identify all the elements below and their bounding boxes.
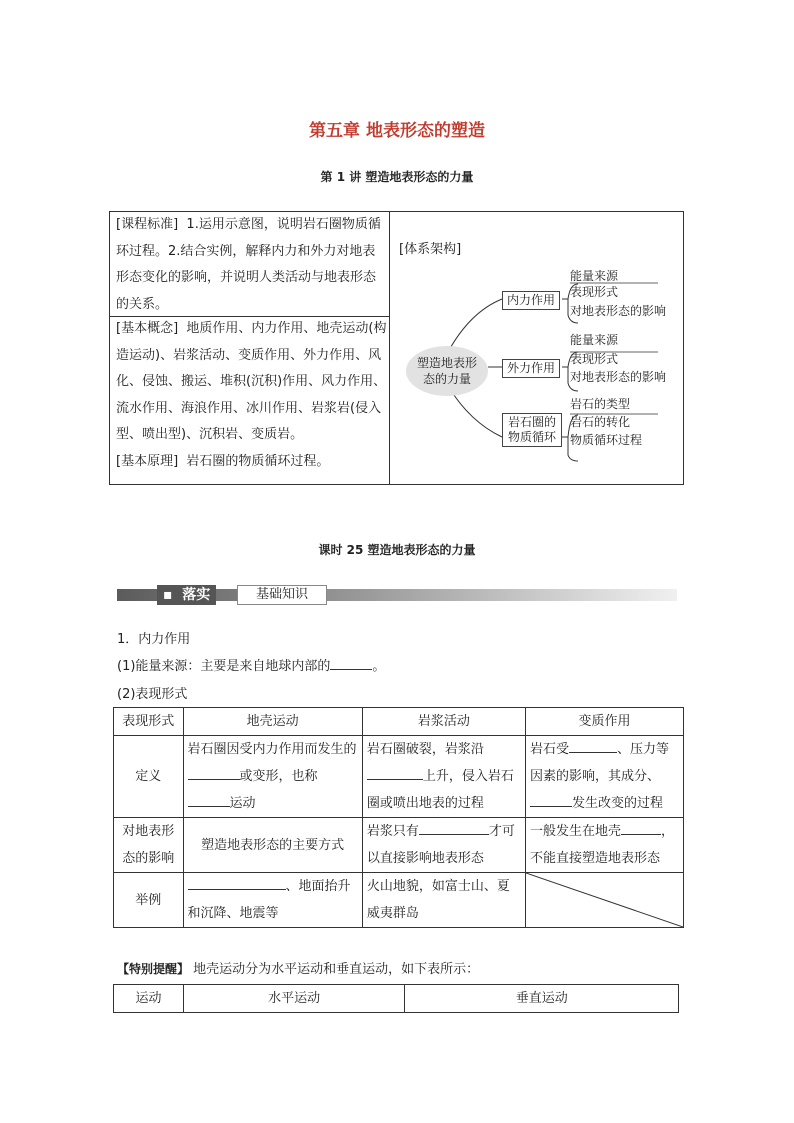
cell-text: 岩石受 [529,742,569,757]
special-note-label: 【特别提醒】 [117,962,190,976]
diagonal-line [526,873,683,927]
cell-text: 岩石圈破裂，岩浆沿 [366,742,484,757]
table-header: 地壳运动 [183,708,362,736]
mindmap-leaf-rock-transform: 岩石的转化 [570,415,631,429]
table-row [114,873,684,928]
mindmap-branch-external: 外力作用 [502,359,560,378]
cell-magma-definition [362,736,525,818]
banner-tag: ▪ 落实 [157,585,216,605]
mindmap-leaf-internal-impact: 对地表形态的影响 [570,304,667,318]
row-label-example: 举例 [114,873,184,928]
cell-metamorphism-influence [525,818,683,873]
table-row [114,736,684,818]
cell-crust-example [183,873,362,928]
cell-text: 或变形，也称 [239,769,318,784]
forms-table [113,707,684,928]
answer-blank[interactable] [367,765,423,780]
cell-text: 一般发生在地壳 [529,824,621,839]
section1-q2: (2)表现形式 [117,687,188,702]
cell-text: 运动 [229,796,256,811]
mindmap-leaf-internal-energy: 能量来源 [570,269,619,283]
table-header: 水平运动 [183,985,405,1013]
table-header: 变质作用 [525,708,683,736]
mindmap-center-label: 塑造地表形态的力量 [416,356,477,386]
crust-movement-table [113,984,679,1013]
mindmap-leaf-external-impact: 对地表形态的影响 [570,370,667,384]
cell-metamorphism-definition [525,736,683,818]
special-note [117,958,479,977]
table-row [114,818,684,873]
row-label-definition: 定义 [114,736,184,818]
section1-q1-prefix: (1)能量来源：主要是来自地球内部的 [117,659,331,674]
cell-text: 岩石圈因受内力作用而发生的 [187,742,357,757]
table-header-row [114,708,684,736]
table-header: 岩浆活动 [362,708,525,736]
section1-heading: 1．内力作用 [117,632,191,647]
cell-text: 岩浆只有 [366,824,419,839]
section1-q1 [117,655,385,674]
answer-blank[interactable] [188,792,230,807]
mindmap-branch-internal: 内力作用 [502,291,560,310]
banner-subtitle: 基础知识 [237,585,327,605]
mindmap-leaf-rock-cycle-process: 物质循环过程 [570,433,643,447]
lesson-title: 课时 25 塑造地表形态的力量 [318,543,476,557]
cell-text: 、地面抬升和沉降、地震等 [187,879,351,921]
answer-blank[interactable] [330,655,372,670]
basic-concepts-label: [基本概念] [116,321,179,336]
mindmap-leaf-internal-forms: 表现形式 [570,285,619,299]
cell-text: 、压力等因素的影响，其成分、 [529,742,670,784]
cell-text: ，不能直接塑造地表形态 [529,824,675,866]
chapter-title: 第五章 地表形态的塑造 [309,121,485,141]
basic-concepts-text: 地质作用、内力作用、地壳运动(构造运动)、岩浆活动、变质作用、外力作用、风化、侵蚀、搬运、堆积(沉积)作用、风力作用、流水作用、海浪作用、冰川作用、岩浆岩(侵入型、喷出型)、沉积岩、变质岩。 [116,321,387,442]
cell-crust-influence: 塑造地表形态的主要方式 [183,818,362,873]
curriculum-standard [116,212,386,318]
section1-q1-suffix: 。 [372,659,386,674]
answer-blank[interactable] [419,820,489,835]
cell-text: 才可以直接影响地表形态 [366,824,515,866]
table-header: 运动 [114,985,184,1013]
basic-principle-text: 岩石圈的物质循环过程。 [186,453,330,469]
row-label-influence: 对地表形态的影响 [114,818,184,873]
answer-blank[interactable] [188,875,286,890]
cell-magma-example: 火山地貌，如富士山、夏威夷群岛 [362,873,525,928]
lecture-title: 第 1 讲 塑造地表形态的力量 [320,170,474,184]
banner-tag-label: 落实 [182,587,211,603]
answer-blank[interactable] [569,738,617,753]
cell-empty-diagonal [525,873,683,928]
answer-blank[interactable] [188,765,240,780]
structure-label: [体系架构] [399,242,462,257]
cell-text: 发生改变的过程 [571,796,663,811]
mindmap-branch-rock-cycle: 岩石圈的物质循环 [502,413,562,447]
mindmap-center-node [406,346,488,396]
basic-concepts [116,316,388,475]
mindmap-leaf-rock-types: 岩石的类型 [570,397,631,411]
basic-principle-label: [基本原理] [116,453,179,469]
mindmap-leaf-external-energy: 能量来源 [570,333,619,347]
overview-frame [109,211,684,485]
answer-blank[interactable] [530,792,572,807]
mindmap-leaf-external-forms: 表现形式 [570,352,619,366]
section-banner [117,585,677,605]
table-header-row [114,985,679,1013]
table-header: 表现形式 [114,708,184,736]
special-note-text: 地壳运动分为水平运动和垂直运动，如下表所示： [193,962,480,977]
table-header: 垂直运动 [405,985,679,1013]
curriculum-standard-label: [课程标准] [116,217,179,232]
cell-magma-influence [362,818,525,873]
cell-text: 上升，侵入岩石圈或喷出地表的过程 [366,769,514,811]
answer-blank[interactable] [621,820,661,835]
curriculum-standard-text: 1.运用示意图，说明岩石圈物质循环过程。2.结合实例，解释内力和外力对地表形态变化的影响，并说明人类活动与地表形态的关系。 [116,217,381,312]
cell-crust-definition [183,736,362,818]
